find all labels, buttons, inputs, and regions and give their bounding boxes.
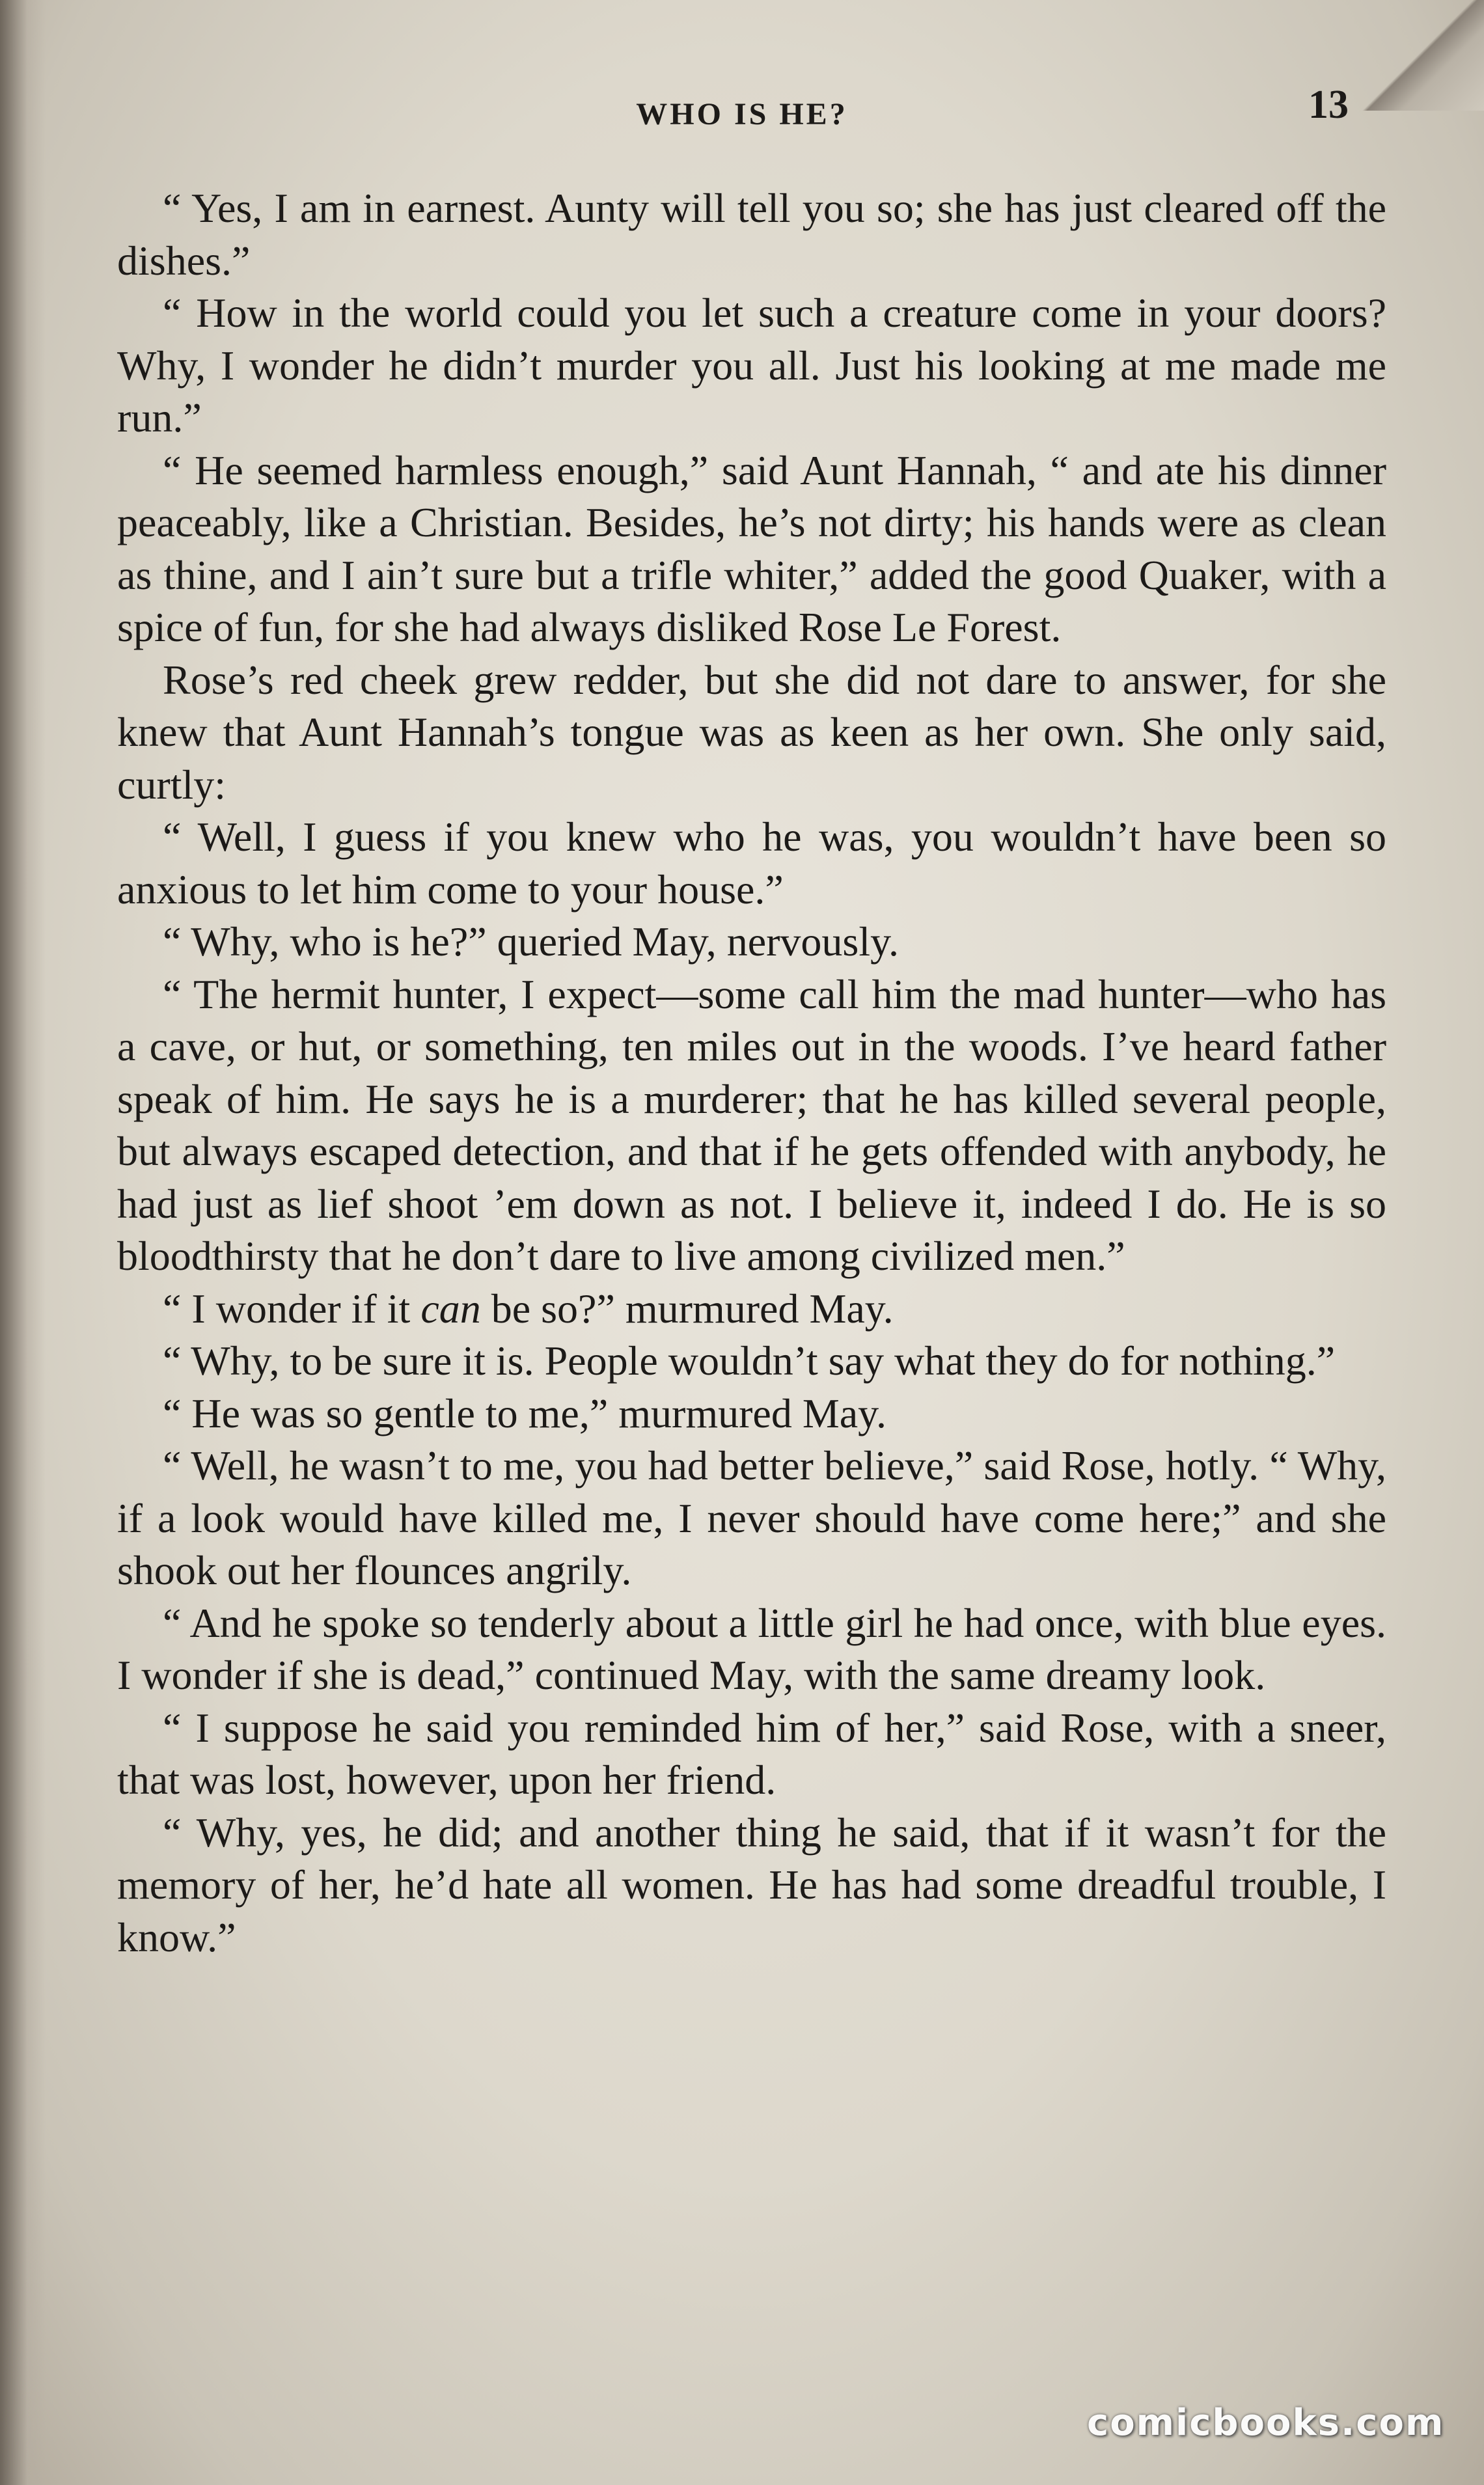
paragraph: “ Well, I guess if you knew who he was, you wouldn’t have been so anxious to let him come to your house.” — [117, 814, 1386, 913]
body-text — [117, 182, 1386, 1964]
paragraph: “ I suppose he said you reminded him of her,” said Rose, with a sneer, that was lost, however, upon her friend. — [117, 1704, 1386, 1803]
paragraph: “ The hermit hunter, I expect—some call him the mad hunter—who has a cave, or hut, or something, ten miles out in the woods. I’ve heard father speak of him. He says he is a murderer; that he has killed several people, but always escaped detection, and that if he gets offended with anybody, he had just as lief shoot ’em down as not. I believe it, indeed I do. He is so bloodthirsty that he don’t dare to live among civilized men.” — [117, 970, 1386, 1279]
spine-shadow — [0, 0, 46, 2485]
paragraph: “ And he spoke so tenderly about a little girl he had once, with blue eyes. I wonder if she is dead,” continued May, with the same dreamy look. — [117, 1599, 1386, 1698]
paragraph-with-italic — [117, 1283, 1386, 1336]
text-run: be so?” murmured May. — [480, 1285, 894, 1332]
paragraph: “ He was so gentle to me,” murmured May. — [163, 1390, 886, 1436]
page-header — [0, 78, 1484, 150]
paragraph: “ Why, to be sure it is. People wouldn’t say what they do for nothing.” — [163, 1338, 1336, 1384]
paragraph: “ Why, who is he?” queried May, nervously. — [163, 918, 899, 965]
italic-word: can — [420, 1285, 481, 1332]
running-title: WHO IS HE? — [636, 97, 848, 131]
text-run: “ I wonder if it — [163, 1285, 421, 1332]
paragraph: “ Why, yes, he did; and another thing he said, that if it wasn’t for the memory of her, he’d hate all women. He has had some dreadful trouble, I know.” — [117, 1809, 1386, 1960]
paragraph: “ How in the world could you let such a creature come in your doors? Why, I wonder he didn’t murder you all. Just his looking at me made me run.” — [117, 290, 1386, 441]
paragraph: “ Well, he wasn’t to me, you had better believe,” said Rose, hotly. “ Why, if a look would have killed me, I never should have come here;” and she shook out her flounces angrily. — [117, 1442, 1386, 1593]
watermark: comicbooks.com — [1087, 2402, 1445, 2444]
page-number: 13 — [1308, 83, 1349, 127]
paragraph: Rose’s red cheek grew redder, but she did not dare to answer, for she knew that Aunt Hannah’s tongue was as keen as her own. She only said, curtly: — [117, 656, 1386, 808]
paragraph: “ Yes, I am in earnest. Aunty will tell you so; she has just cleared off the dishes.” — [117, 185, 1386, 284]
paragraph: “ He seemed harmless enough,” said Aunt Hannah, “ and ate his dinner peaceably, like a Christian. Besides, he’s not dirty; his hands were as clean as thine, and I ain’t sure but a trifle whiter,” added the good Quaker, with a spice of fun, for she had always disliked Rose Le Forest. — [117, 446, 1386, 650]
